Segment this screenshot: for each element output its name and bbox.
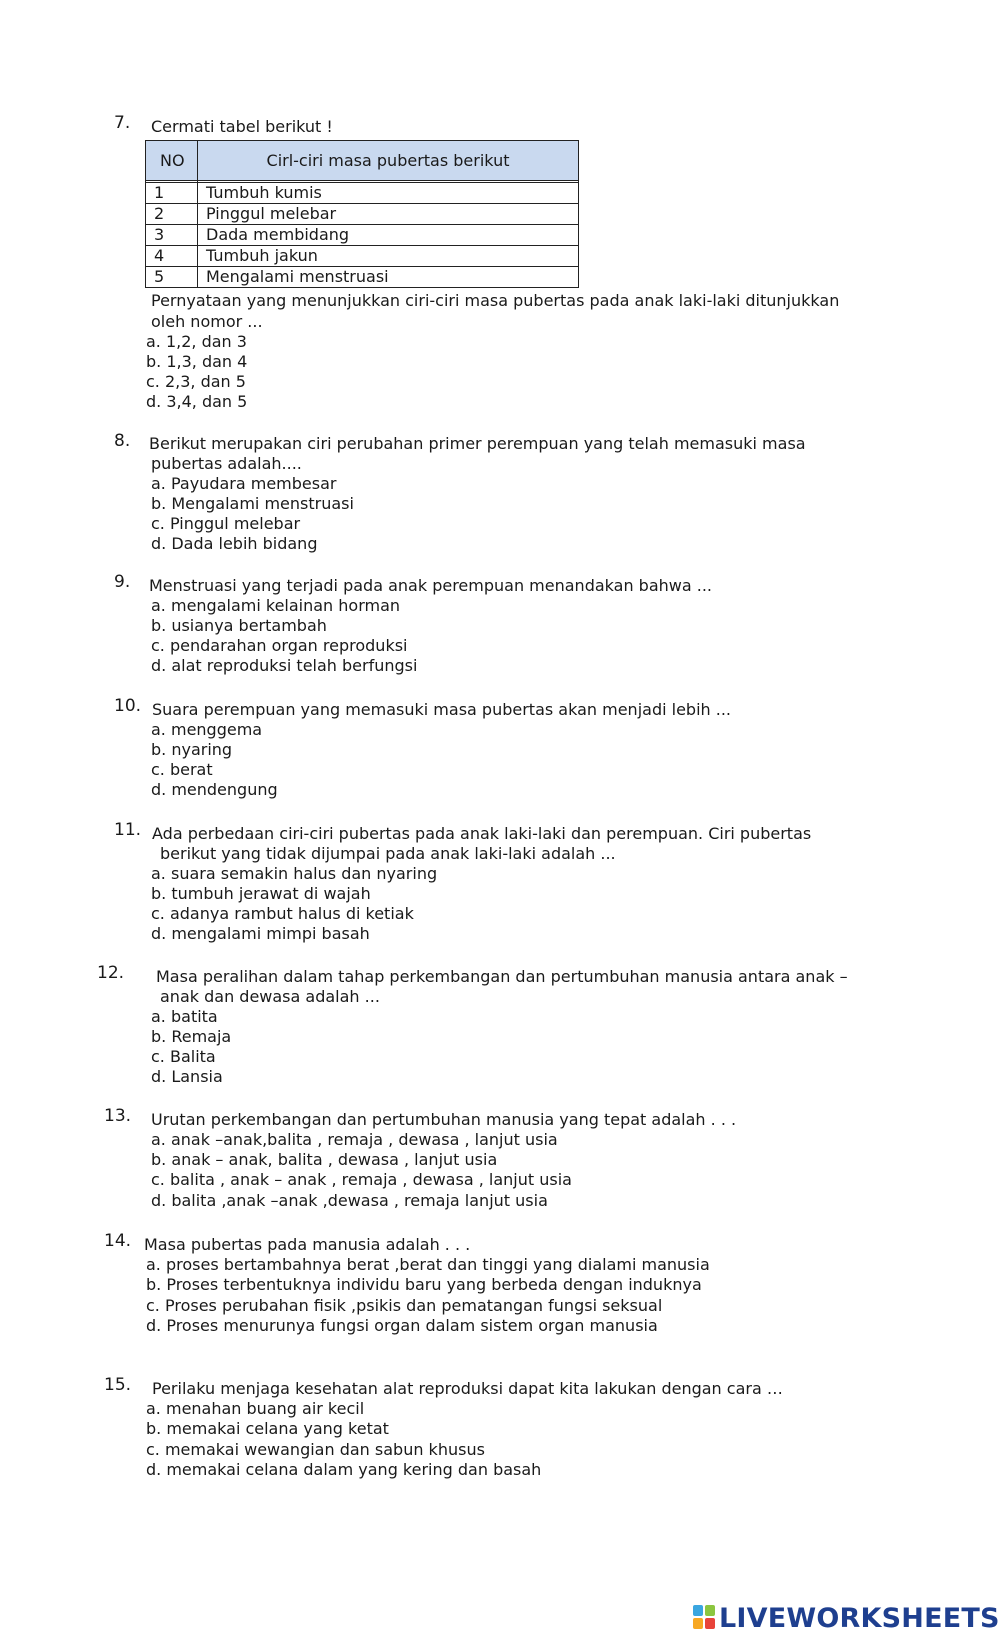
question-stem: berikut yang tidak dijumpai pada anak laki-laki adalah ... <box>160 844 616 863</box>
table-cell-no: 1 <box>146 183 198 204</box>
option-b[interactable]: b. Mengalami menstruasi <box>151 494 354 513</box>
option-c[interactable]: c. Pinggul melebar <box>151 514 301 533</box>
question-stem: pubertas adalah.... <box>151 454 302 473</box>
option-a[interactable]: a. mengalami kelainan horman <box>151 596 401 615</box>
table-row <box>146 204 579 225</box>
option-c[interactable]: c. pendarahan organ reproduksi <box>151 636 408 655</box>
question-stem: Perilaku menjaga kesehatan alat reproduksi dapat kita lakukan dengan cara … <box>152 1379 783 1398</box>
option-d[interactable]: d. Lansia <box>151 1067 223 1086</box>
option-a[interactable]: a. proses bertambahnya berat ,berat dan tinggi yang dialami manusia <box>146 1255 710 1274</box>
question-intro: Cermati tabel berikut ! <box>151 117 333 136</box>
table-cell-no: 3 <box>146 225 198 246</box>
question-number: 13. <box>104 1106 132 1126</box>
question-number: 12. <box>97 963 125 983</box>
question-stem: Menstruasi yang terjadi pada anak perempuan menandakan bahwa ... <box>149 576 712 595</box>
question-stem: Ada perbedaan ciri-ciri pubertas pada anak laki-laki dan perempuan. Ciri pubertas <box>152 824 812 843</box>
brand-name: LIVEWORKSHEETS <box>719 1602 1000 1634</box>
option-b[interactable]: b. tumbuh jerawat di wajah <box>151 884 371 903</box>
option-d[interactable]: d. memakai celana dalam yang kering dan basah <box>146 1460 542 1479</box>
table-cell-trait: Dada membidang <box>198 225 579 246</box>
question-stem: Masa pubertas pada manusia adalah . . . <box>144 1235 471 1254</box>
question-number: 10. <box>114 696 142 716</box>
option-d[interactable]: d. mengalami mimpi basah <box>151 924 370 943</box>
table-cell-trait: Mengalami menstruasi <box>198 267 579 288</box>
table-row <box>146 267 579 288</box>
question-stem: Urutan perkembangan dan pertumbuhan manusia yang tepat adalah . . . <box>151 1110 737 1129</box>
table-cell-no: 4 <box>146 246 198 267</box>
question-stem: oleh nomor ... <box>151 312 263 331</box>
option-c[interactable]: c. memakai wewangian dan sabun khusus <box>146 1440 485 1459</box>
question-number: 11. <box>114 820 142 840</box>
option-d[interactable]: d. Proses menurunya fungsi organ dalam sistem organ manusia <box>146 1316 658 1335</box>
option-d[interactable]: d. balita ,anak –anak ,dewasa , remaja lanjut usia <box>151 1191 548 1210</box>
question-stem: Masa peralihan dalam tahap perkembangan dan pertumbuhan manusia antara anak – <box>156 967 848 986</box>
question-number: 15. <box>104 1375 132 1395</box>
option-c[interactable]: c. Balita <box>151 1047 216 1066</box>
table-header-no: NO <box>146 141 198 181</box>
option-b[interactable]: b. memakai celana yang ketat <box>146 1419 389 1438</box>
table-cell-trait: Tumbuh kumis <box>198 183 579 204</box>
option-c[interactable]: c. 2,3, dan 5 <box>146 372 246 391</box>
option-b[interactable]: b. 1,3, dan 4 <box>146 352 248 371</box>
table-header-row <box>146 141 579 181</box>
table-row <box>146 246 579 267</box>
question-stem: Pernyataan yang menunjukkan ciri-ciri masa pubertas pada anak laki-laki ditunjukkan <box>151 291 840 310</box>
option-a[interactable]: a. Payudara membesar <box>151 474 337 493</box>
option-d[interactable]: d. alat reproduksi telah berfungsi <box>151 656 418 675</box>
question-stem: Suara perempuan yang memasuki masa pubertas akan menjadi lebih ... <box>152 700 731 719</box>
option-d[interactable]: d. Dada lebih bidang <box>151 534 318 553</box>
table-cell-trait: Pinggul melebar <box>198 204 579 225</box>
option-b[interactable]: b. usianya bertambah <box>151 616 327 635</box>
table-row <box>146 183 579 204</box>
option-d[interactable]: d. mendengung <box>151 780 278 799</box>
option-c[interactable]: c. adanya rambut halus di ketiak <box>151 904 414 923</box>
table-cell-trait: Tumbuh jakun <box>198 246 579 267</box>
question-number: 8. <box>114 431 131 451</box>
question-number: 9. <box>114 572 131 592</box>
option-b[interactable]: b. Proses terbentuknya individu baru yang berbeda dengan induknya <box>146 1275 702 1294</box>
liveworksheets-mark-icon <box>693 1605 717 1631</box>
option-a[interactable]: a. menggema <box>151 720 263 739</box>
option-b[interactable]: b. nyaring <box>151 740 233 759</box>
question-number: 14. <box>104 1231 132 1251</box>
option-d[interactable]: d. 3,4, dan 5 <box>146 392 248 411</box>
question-number: 7. <box>114 113 131 133</box>
puberty-traits-table <box>145 140 579 288</box>
option-c[interactable]: c. balita , anak – anak , remaja , dewasa , lanjut usia <box>151 1170 572 1189</box>
option-c[interactable]: c. Proses perubahan fisik ,psikis dan pematangan fungsi seksual <box>146 1296 663 1315</box>
option-c[interactable]: c. berat <box>151 760 213 779</box>
table-header-traits: Cirl-ciri masa pubertas berikut <box>198 141 579 181</box>
question-stem: Berikut merupakan ciri perubahan primer perempuan yang telah memasuki masa <box>149 434 806 453</box>
table-row <box>146 225 579 246</box>
option-a[interactable]: a. suara semakin halus dan nyaring <box>151 864 438 883</box>
option-a[interactable]: a. batita <box>151 1007 218 1026</box>
option-a[interactable]: a. anak –anak,balita , remaja , dewasa , lanjut usia <box>151 1130 558 1149</box>
question-stem: anak dan dewasa adalah ... <box>160 987 380 1006</box>
option-a[interactable]: a. menahan buang air kecil <box>146 1399 365 1418</box>
table-cell-no: 2 <box>146 204 198 225</box>
option-b[interactable]: b. anak – anak, balita , dewasa , lanjut usia <box>151 1150 498 1169</box>
option-b[interactable]: b. Remaja <box>151 1027 232 1046</box>
liveworksheets-logo <box>693 1602 1000 1634</box>
table-cell-no: 5 <box>146 267 198 288</box>
option-a[interactable]: a. 1,2, dan 3 <box>146 332 247 351</box>
